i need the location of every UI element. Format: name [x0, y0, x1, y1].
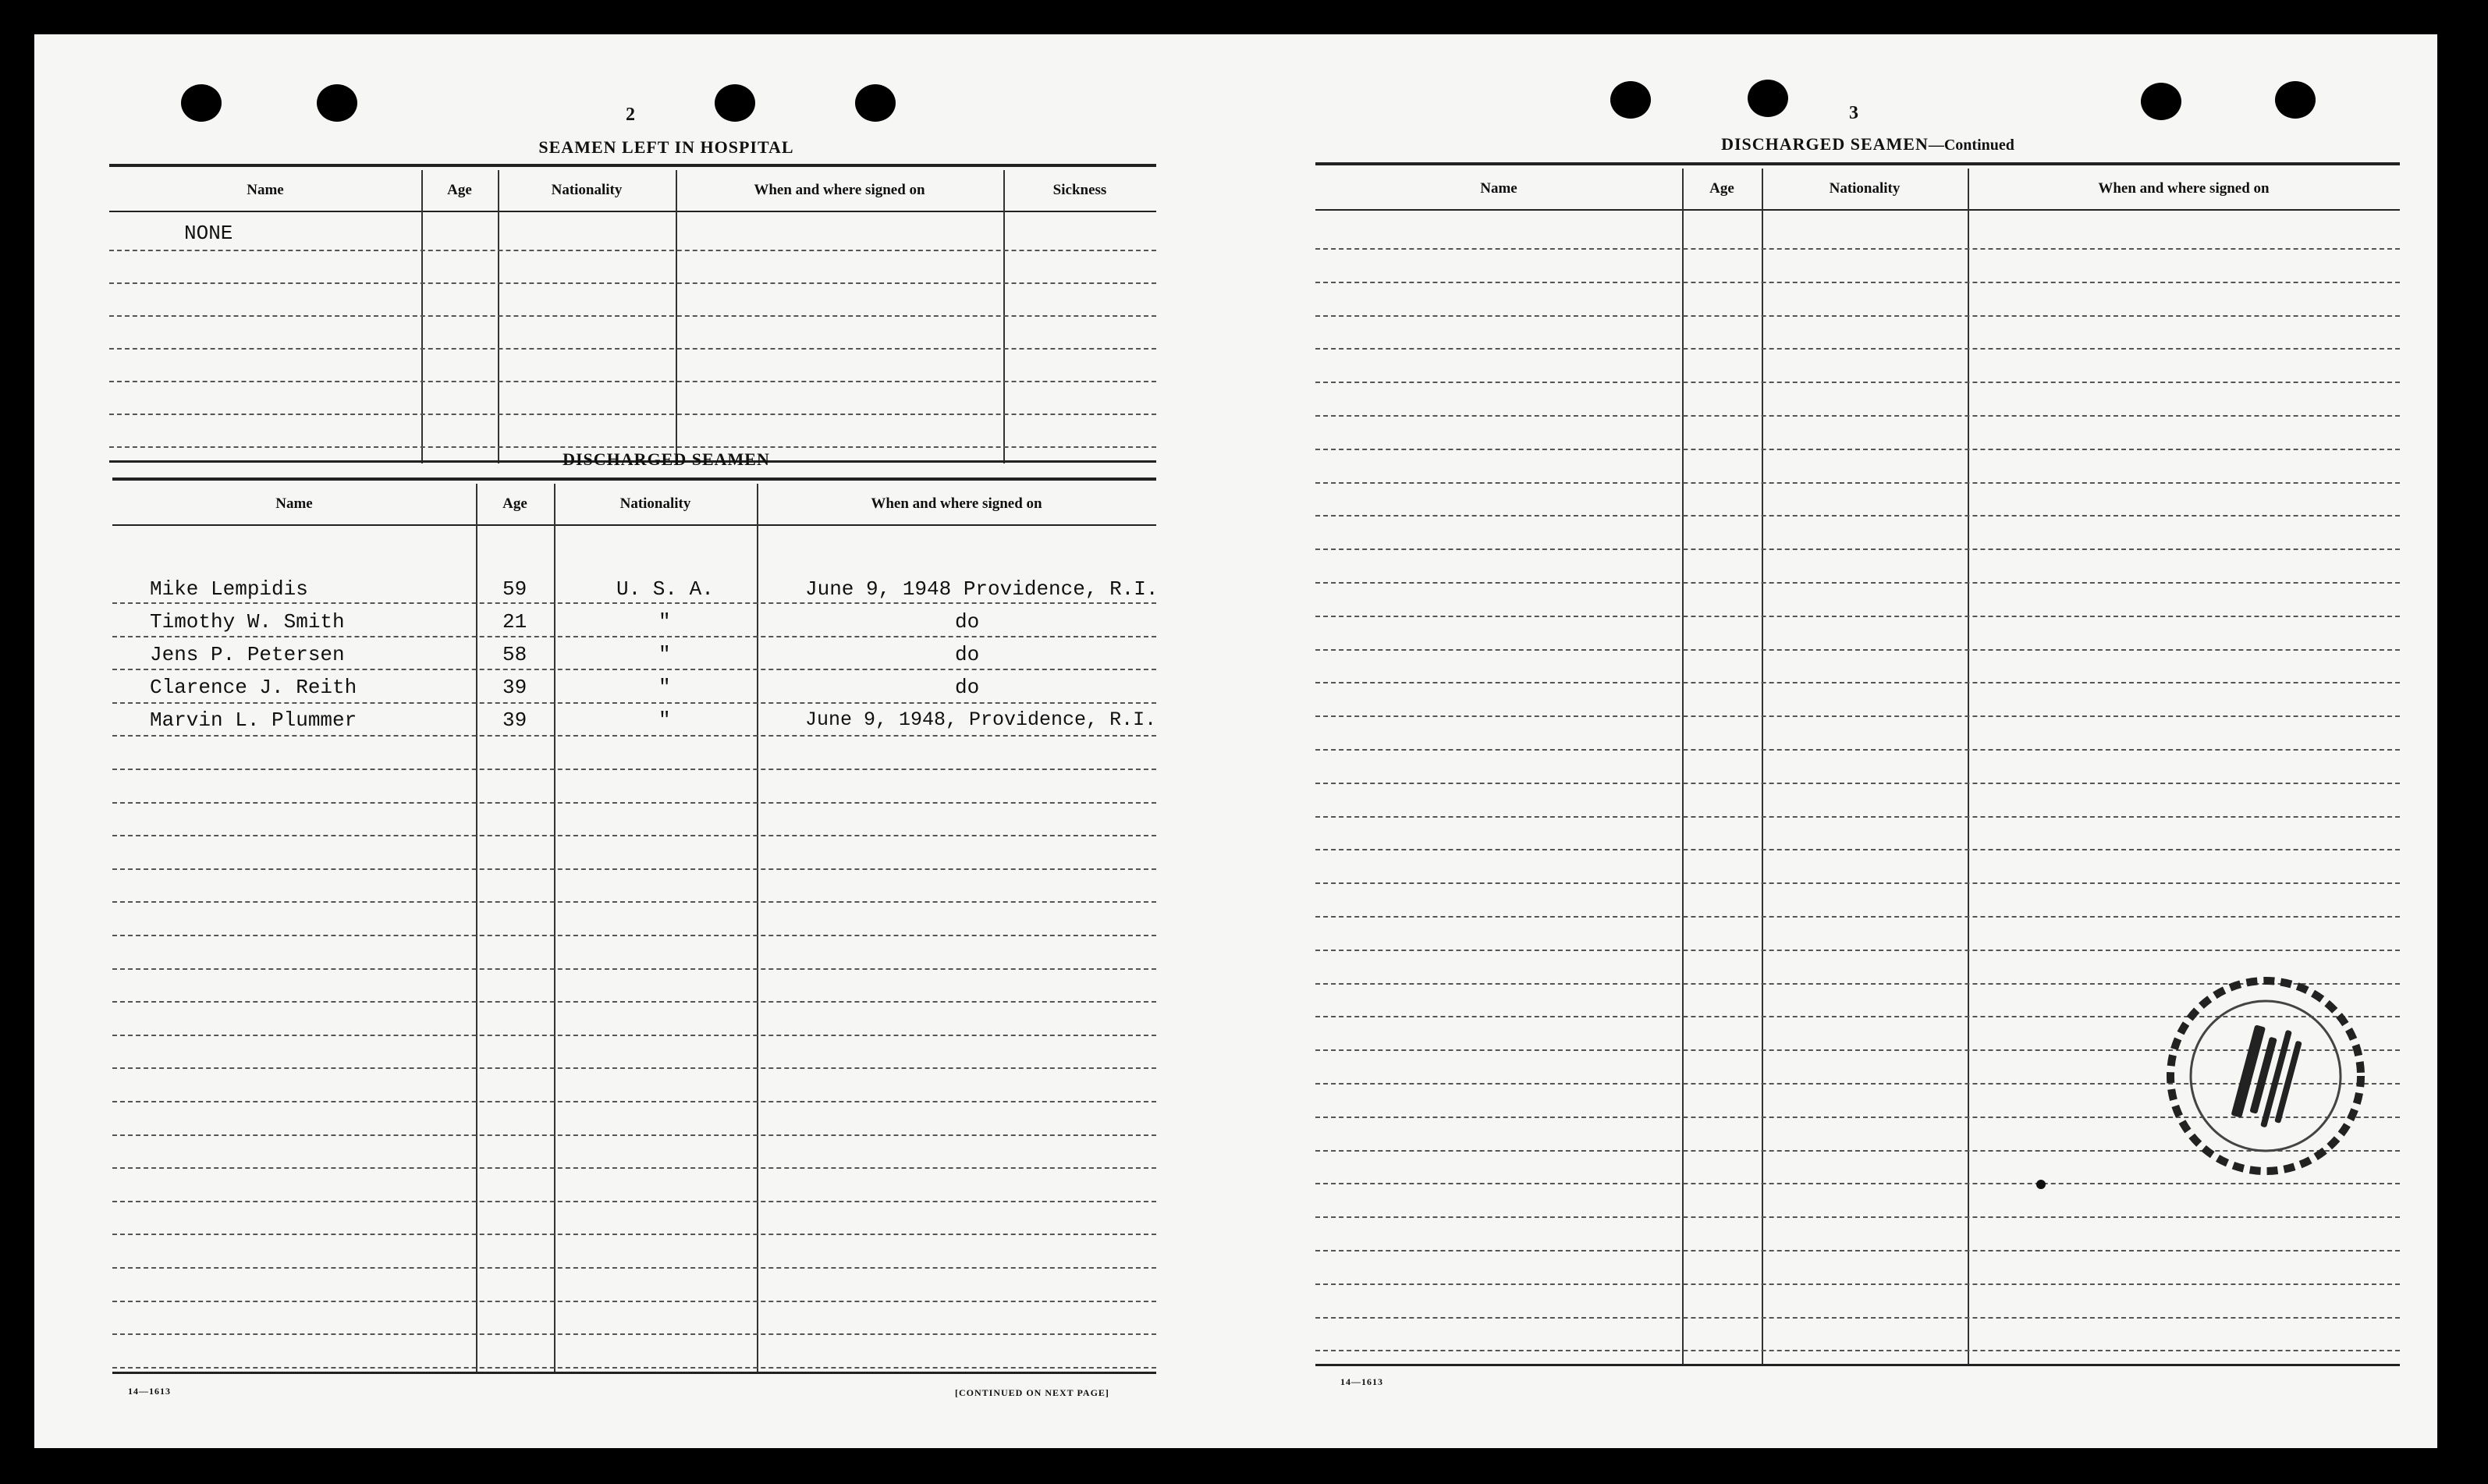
continued-note: [CONTINUED ON NEXT PAGE]	[955, 1387, 1109, 1398]
column-header: Nationality	[619, 495, 691, 512]
ruled-line	[112, 1333, 1156, 1335]
seaman-age: 58	[502, 643, 527, 666]
received-stamp	[2164, 975, 2367, 1177]
seaman-signed-on: do	[955, 676, 980, 699]
punch-hole	[1610, 81, 1651, 119]
ruled-line	[112, 1267, 1156, 1269]
punch-hole	[715, 84, 755, 122]
ruled-line	[112, 1101, 1156, 1102]
ruled-line	[1315, 348, 2400, 350]
column-header: When and where signed on	[871, 495, 1042, 512]
ruled-line	[112, 702, 1156, 704]
ruled-line	[112, 1234, 1156, 1235]
discharged-continued-title	[1634, 134, 2102, 154]
punch-hole	[2141, 83, 2181, 120]
column-header: Name	[1480, 180, 1517, 197]
ruled-line	[112, 1035, 1156, 1036]
ruled-line	[1315, 415, 2400, 417]
ruled-line	[1315, 649, 2400, 651]
seaman-age: 21	[502, 610, 527, 634]
ruled-line	[112, 669, 1156, 670]
hospital-entry: NONE	[184, 222, 233, 245]
discharged-section-title: DISCHARGED SEAMEN	[563, 449, 770, 469]
ruled-line	[112, 1067, 1156, 1069]
ruled-line	[112, 901, 1156, 903]
ruled-line	[112, 1134, 1156, 1136]
ruled-line	[1315, 549, 2400, 550]
punch-hole	[1748, 80, 1788, 117]
seaman-nationality: "	[658, 610, 671, 634]
ruled-line	[1315, 282, 2400, 283]
form-number: 14—1613	[128, 1386, 171, 1397]
seaman-nationality: "	[658, 676, 671, 699]
seaman-nationality: U. S. A.	[616, 577, 714, 601]
page-number: 3	[1849, 103, 1858, 123]
ruled-line	[1315, 248, 2400, 250]
ruled-line	[112, 1301, 1156, 1302]
ruled-line	[112, 1167, 1156, 1169]
ruled-line	[1315, 916, 2400, 918]
hospital-section-title: SEAMEN LEFT IN HOSPITAL	[538, 137, 794, 157]
seaman-signed-on: June 9, 1948, Providence, R.I.	[805, 708, 1157, 731]
title-suffix: —Continued	[1928, 137, 2014, 154]
ruled-line	[1315, 816, 2400, 818]
ruled-line	[1315, 616, 2400, 617]
punch-hole	[181, 84, 222, 122]
seaman-name: Jens P. Petersen	[150, 643, 345, 666]
column-header: Age	[1709, 180, 1734, 197]
form-number: 14—1613	[1340, 1376, 1383, 1387]
ruled-line	[1315, 1183, 2400, 1184]
seaman-nationality: "	[658, 708, 671, 732]
ruled-line	[1315, 849, 2400, 850]
ruled-line	[1315, 582, 2400, 584]
ruled-line	[112, 636, 1156, 637]
ruled-line	[112, 769, 1156, 770]
ruled-line	[1315, 1350, 2400, 1351]
seaman-signed-on: do	[955, 643, 980, 666]
seaman-age: 59	[502, 577, 527, 601]
seaman-name: Mike Lempidis	[150, 577, 308, 601]
seaman-name: Clarence J. Reith	[150, 676, 357, 699]
ruled-line	[1315, 382, 2400, 383]
column-header: Name	[275, 495, 313, 512]
column-header: Sickness	[1052, 182, 1107, 198]
seaman-age: 39	[502, 676, 527, 699]
page-number: 2	[626, 105, 635, 125]
column-header: When and where signed on	[2098, 180, 2270, 197]
column-header: Nationality	[551, 182, 623, 198]
ruled-line	[112, 602, 1156, 604]
seaman-signed-on: do	[955, 610, 980, 634]
ruled-line	[112, 1367, 1156, 1369]
title-main: DISCHARGED SEAMEN	[1721, 134, 1929, 154]
seaman-name: Timothy W. Smith	[150, 610, 345, 634]
punch-hole	[855, 84, 896, 122]
punch-hole	[2275, 81, 2316, 119]
ruled-line	[112, 1001, 1156, 1003]
ruled-line	[1315, 482, 2400, 484]
ruled-line	[1315, 1250, 2400, 1251]
ruled-line	[1315, 515, 2400, 517]
seaman-age: 39	[502, 708, 527, 732]
ruled-line	[112, 1201, 1156, 1202]
punch-hole	[317, 84, 357, 122]
seaman-nationality: "	[658, 643, 671, 666]
ruled-line	[1315, 315, 2400, 317]
ruled-line	[112, 735, 1156, 737]
ruled-line	[112, 968, 1156, 970]
ruled-line	[1315, 882, 2400, 884]
ruled-line	[1315, 449, 2400, 450]
ruled-line	[1315, 783, 2400, 784]
hospital-table	[109, 164, 1156, 467]
column-header: Age	[447, 182, 472, 198]
ruled-line	[1315, 1283, 2400, 1285]
column-header: Age	[502, 495, 527, 512]
document-sheet	[34, 34, 2437, 1448]
ruled-line	[1315, 715, 2400, 717]
ruled-line	[112, 802, 1156, 804]
ruled-line	[112, 835, 1156, 836]
ruled-line	[1315, 950, 2400, 951]
discharged-table	[112, 478, 1159, 1378]
seaman-name: Marvin L. Plummer	[150, 708, 357, 732]
ruled-line	[1315, 1216, 2400, 1218]
ruled-line	[112, 935, 1156, 936]
column-header: Nationality	[1829, 180, 1901, 197]
discharged-continued-table	[1315, 162, 2400, 1370]
ruled-line	[1315, 682, 2400, 683]
ruled-line	[112, 868, 1156, 870]
column-header: When and where signed on	[754, 182, 925, 198]
seaman-signed-on: June 9, 1948 Providence, R.I.	[805, 577, 1159, 601]
ruled-line	[1315, 749, 2400, 751]
column-header: Name	[247, 182, 284, 198]
ruled-line	[1315, 1317, 2400, 1319]
ink-dot	[2036, 1180, 2046, 1189]
